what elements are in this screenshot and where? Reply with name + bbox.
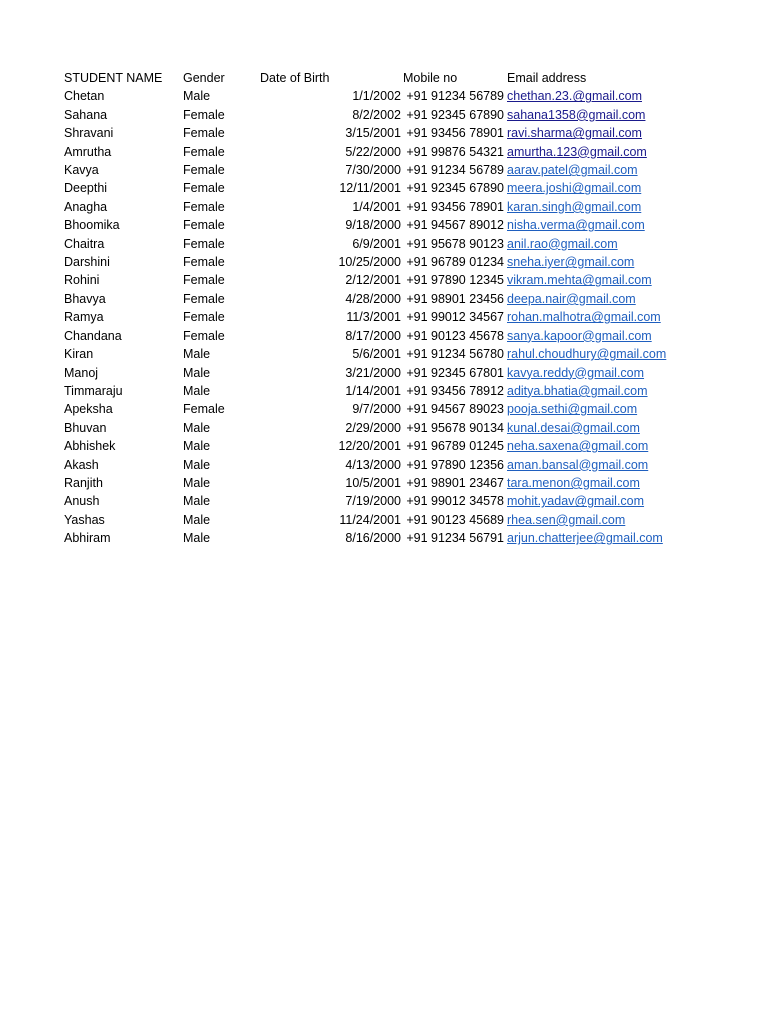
cell-email-address: [507, 419, 677, 437]
cell-email-address: [507, 364, 677, 382]
cell-gender: Female: [183, 402, 225, 417]
header-mobile-no: Mobile no: [403, 71, 458, 85]
cell-email-address: [507, 382, 677, 400]
email-link[interactable]: nisha.verma@gmail.com: [507, 218, 645, 233]
email-link[interactable]: aman.bansal@gmail.com: [507, 457, 649, 472]
cell-email-address: [507, 161, 677, 179]
email-link[interactable]: pooja.sethi@gmail.com: [507, 402, 638, 417]
cell-gender: Male: [183, 512, 211, 527]
cell-gender: Male: [183, 531, 211, 546]
cell-email-address: [507, 437, 677, 455]
cell-student-name: Bhavya: [64, 291, 106, 306]
cell-student-name: Kiran: [64, 347, 94, 362]
cell-student-name: Chaitra: [64, 236, 105, 251]
table-row: [64, 419, 677, 437]
cell-student-name: Yashas: [64, 512, 105, 527]
cell-gender: Female: [183, 199, 225, 214]
email-link[interactable]: anil.rao@gmail.com: [507, 236, 618, 251]
cell-gender: Male: [183, 439, 211, 454]
cell-email-address: [507, 271, 677, 289]
table-row: [64, 253, 677, 271]
table-row: [64, 271, 677, 289]
cell-mobile-no: +91 93456 78912: [406, 383, 504, 398]
cell-student-name: Akash: [64, 457, 99, 472]
student-spreadsheet: [64, 69, 677, 548]
cell-date-of-birth: 1/4/2001: [352, 199, 401, 214]
cell-date-of-birth: 10/5/2001: [345, 475, 401, 490]
cell-mobile-no: +91 91234 56791: [406, 531, 504, 546]
cell-date-of-birth: 4/28/2000: [345, 291, 401, 306]
cell-student-name: Anush: [64, 494, 100, 509]
cell-email-address: [507, 143, 677, 161]
email-link[interactable]: arjun.chatterjee@gmail.com: [507, 531, 663, 546]
cell-date-of-birth: 1/1/2002: [352, 89, 401, 104]
cell-date-of-birth: 8/16/2000: [345, 531, 401, 546]
cell-date-of-birth: 5/6/2001: [352, 347, 401, 362]
cell-date-of-birth: 5/22/2000: [345, 144, 401, 159]
cell-date-of-birth: 2/29/2000: [345, 420, 401, 435]
cell-mobile-no: +91 99876 54321: [406, 144, 504, 159]
email-link[interactable]: meera.joshi@gmail.com: [507, 181, 642, 196]
cell-gender: Female: [183, 144, 225, 159]
cell-gender: Female: [183, 163, 225, 178]
cell-mobile-no: +91 98901 23456: [406, 291, 504, 306]
email-link[interactable]: kavya.reddy@gmail.com: [507, 365, 645, 380]
cell-mobile-no: +91 92345 67890: [406, 107, 504, 122]
email-link[interactable]: ravi.sharma@gmail.com: [507, 126, 642, 141]
cell-date-of-birth: 9/18/2000: [345, 218, 401, 233]
cell-gender: Female: [183, 218, 225, 233]
cell-date-of-birth: 7/19/2000: [345, 494, 401, 509]
cell-gender: Female: [183, 328, 225, 343]
cell-email-address: [507, 529, 677, 547]
cell-mobile-no: +91 93456 78901: [406, 199, 504, 214]
cell-gender: Male: [183, 420, 211, 435]
cell-student-name: Timmaraju: [64, 383, 123, 398]
cell-date-of-birth: 12/20/2001: [338, 439, 401, 454]
cell-student-name: Chetan: [64, 89, 105, 104]
cell-mobile-no: +91 95678 90134: [406, 420, 504, 435]
table-row: [64, 400, 677, 418]
table-row: [64, 364, 677, 382]
cell-student-name: Anagha: [64, 199, 108, 214]
cell-gender: Female: [183, 236, 225, 251]
cell-date-of-birth: 3/21/2000: [345, 365, 401, 380]
email-link[interactable]: mohit.yadav@gmail.com: [507, 494, 645, 509]
cell-student-name: Kavya: [64, 163, 99, 178]
cell-date-of-birth: 4/13/2000: [345, 457, 401, 472]
cell-mobile-no: +91 91234 56789: [406, 163, 504, 178]
cell-date-of-birth: 10/25/2000: [338, 255, 401, 270]
cell-mobile-no: +91 99012 34578: [406, 494, 504, 509]
cell-date-of-birth: 12/11/2001: [339, 181, 401, 196]
cell-gender: Female: [183, 310, 225, 325]
cell-date-of-birth: 7/30/2000: [345, 163, 401, 178]
cell-gender: Female: [183, 273, 225, 288]
cell-date-of-birth: 1/14/2001: [345, 383, 401, 398]
cell-mobile-no: +91 97890 12345: [406, 273, 504, 288]
cell-date-of-birth: 8/2/2002: [352, 107, 401, 122]
cell-email-address: [507, 400, 677, 418]
email-link[interactable]: deepa.nair@gmail.com: [507, 291, 636, 306]
email-link[interactable]: karan.singh@gmail.com: [507, 199, 642, 214]
cell-student-name: Rohini: [64, 273, 100, 288]
cell-mobile-no: +91 94567 89023: [406, 402, 504, 417]
cell-date-of-birth: 6/9/2001: [352, 236, 401, 251]
table-row: [64, 161, 677, 179]
cell-mobile-no: +91 90123 45678: [406, 328, 504, 343]
cell-student-name: Abhiram: [64, 531, 111, 546]
cell-mobile-no: +91 90123 45689: [406, 512, 504, 527]
table-row: [64, 529, 677, 547]
cell-student-name: Bhuvan: [64, 420, 107, 435]
cell-mobile-no: +91 95678 90123: [406, 236, 504, 251]
cell-date-of-birth: 11/3/2001: [346, 310, 401, 325]
table-row: [64, 179, 677, 197]
table-row: [64, 437, 677, 455]
cell-email-address: [507, 511, 677, 529]
cell-student-name: Sahana: [64, 107, 108, 122]
table-row: [64, 492, 677, 510]
table-row: [64, 235, 677, 253]
cell-email-address: [507, 456, 677, 474]
cell-email-address: [507, 198, 677, 216]
cell-mobile-no: +91 92345 67801: [406, 365, 504, 380]
email-link[interactable]: rhea.sen@gmail.com: [507, 512, 626, 527]
cell-gender: Male: [183, 383, 211, 398]
table-row: [64, 382, 677, 400]
email-link[interactable]: sneha.iyer@gmail.com: [507, 255, 635, 270]
cell-gender: Male: [183, 89, 211, 104]
cell-student-name: Chandana: [64, 328, 122, 343]
cell-email-address: [507, 179, 677, 197]
cell-email-address: [507, 327, 677, 345]
email-link[interactable]: kunal.desai@gmail.com: [507, 420, 640, 435]
table-row: [64, 124, 677, 142]
cell-gender: Male: [183, 347, 211, 362]
cell-gender: Male: [183, 365, 211, 380]
cell-email-address: [507, 216, 677, 234]
cell-gender: Female: [183, 255, 225, 270]
table-row: [64, 87, 677, 105]
cell-email-address: [507, 345, 677, 363]
cell-email-address: [507, 235, 677, 253]
email-link[interactable]: neha.saxena@gmail.com: [507, 439, 649, 454]
cell-mobile-no: +91 94567 89012: [406, 218, 504, 233]
header-student-name: STUDENT NAME: [64, 71, 163, 85]
cell-mobile-no: +91 91234 56780: [406, 347, 504, 362]
cell-student-name: Apeksha: [64, 402, 113, 417]
email-link[interactable]: aditya.bhatia@gmail.com: [507, 383, 648, 398]
table-row: [64, 143, 677, 161]
cell-student-name: Bhoomika: [64, 218, 120, 233]
cell-gender: Female: [183, 181, 225, 196]
cell-email-address: [507, 308, 677, 326]
table-row: [64, 511, 677, 529]
cell-gender: Male: [183, 457, 211, 472]
cell-gender: Male: [183, 475, 211, 490]
cell-gender: Female: [183, 126, 225, 141]
table-body: [64, 87, 677, 547]
table-row: [64, 290, 677, 308]
student-table: [64, 69, 677, 548]
cell-mobile-no: +91 91234 56789: [406, 89, 504, 104]
email-link[interactable]: tara.menon@gmail.com: [507, 475, 640, 490]
cell-student-name: Darshini: [64, 255, 110, 270]
cell-date-of-birth: 3/15/2001: [345, 126, 401, 141]
table-row: [64, 216, 677, 234]
cell-mobile-no: +91 96789 01234: [406, 255, 504, 270]
email-link[interactable]: chethan.23.@gmail.com: [507, 89, 642, 104]
cell-email-address: [507, 290, 677, 308]
cell-date-of-birth: 8/17/2000: [345, 328, 401, 343]
cell-email-address: [507, 253, 677, 271]
cell-gender: Male: [183, 494, 211, 509]
cell-student-name: Amrutha: [64, 144, 112, 159]
cell-student-name: Manoj: [64, 365, 99, 380]
email-link[interactable]: sahana1358@gmail.com: [507, 107, 646, 122]
cell-email-address: [507, 124, 677, 142]
cell-gender: Female: [183, 291, 225, 306]
cell-mobile-no: +91 99012 34567: [406, 310, 504, 325]
cell-email-address: [507, 474, 677, 492]
cell-date-of-birth: 11/24/2001: [339, 512, 401, 527]
table-row: [64, 474, 677, 492]
cell-date-of-birth: 9/7/2000: [352, 402, 401, 417]
table-row: [64, 308, 677, 326]
table-row: [64, 327, 677, 345]
cell-mobile-no: +91 92345 67890: [406, 181, 504, 196]
email-link[interactable]: rahul.choudhury@gmail.com: [507, 347, 667, 362]
cell-mobile-no: +91 98901 23467: [406, 475, 504, 490]
cell-date-of-birth: 2/12/2001: [345, 273, 401, 288]
table-row: [64, 456, 677, 474]
table-row: [64, 106, 677, 124]
email-link[interactable]: rohan.malhotra@gmail.com: [507, 310, 661, 325]
header-date-of-birth: Date of Birth: [260, 71, 330, 85]
header-email-address: Email address: [507, 71, 587, 85]
cell-mobile-no: +91 93456 78901: [406, 126, 504, 141]
email-link[interactable]: sanya.kapoor@gmail.com: [507, 328, 652, 343]
cell-email-address: [507, 87, 677, 105]
cell-student-name: Abhishek: [64, 439, 116, 454]
cell-email-address: [507, 106, 677, 124]
header-gender: Gender: [183, 71, 225, 85]
table-row: [64, 198, 677, 216]
email-link[interactable]: amurtha.123@gmail.com: [507, 144, 647, 159]
cell-student-name: Shravani: [64, 126, 114, 141]
header-row: [64, 69, 677, 87]
cell-gender: Female: [183, 107, 225, 122]
cell-email-address: [507, 492, 677, 510]
cell-mobile-no: +91 96789 01245: [406, 439, 504, 454]
email-link[interactable]: vikram.mehta@gmail.com: [507, 273, 652, 288]
email-link[interactable]: aarav.patel@gmail.com: [507, 163, 638, 178]
table-row: [64, 345, 677, 363]
cell-student-name: Ranjith: [64, 475, 103, 490]
cell-student-name: Ramya: [64, 310, 104, 325]
cell-mobile-no: +91 97890 12356: [406, 457, 504, 472]
cell-student-name: Deepthi: [64, 181, 108, 196]
